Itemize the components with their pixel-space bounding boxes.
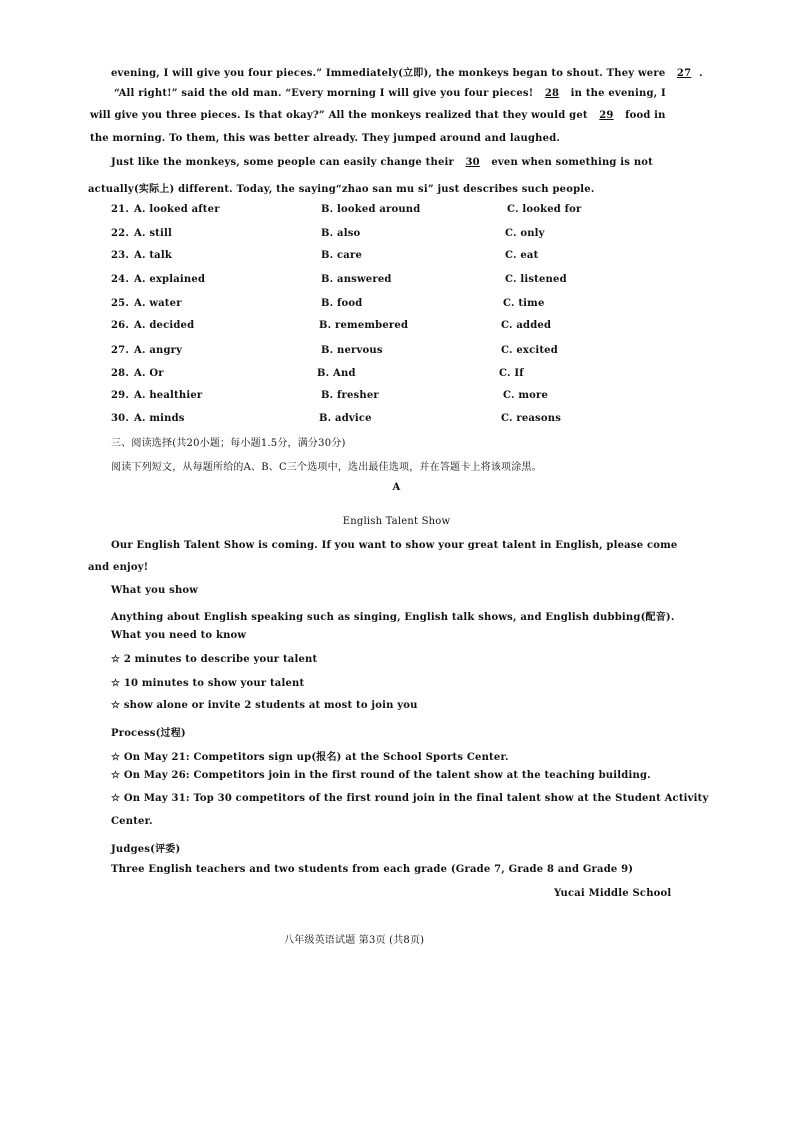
- option-b: B. answered: [321, 274, 392, 285]
- need-item: ☆ 10 minutes to show your talent: [111, 678, 305, 689]
- option-a: A. Or: [134, 368, 164, 379]
- option-a: A. decided: [134, 320, 195, 331]
- passage-text: in the evening, I: [567, 88, 666, 99]
- passage-title: English Talent Show: [342, 516, 451, 527]
- option-a: A. still: [134, 228, 172, 239]
- blank-27: 27: [676, 68, 692, 79]
- option-c: C. looked for: [507, 204, 582, 215]
- option-b: B. food: [321, 298, 363, 309]
- option-b: B. looked around: [321, 204, 421, 215]
- passage-a-intro: Our English Talent Show is coming. If you want to show your great talent in English, please come: [111, 540, 678, 551]
- option-a: A. explained: [134, 274, 206, 285]
- question-number: 24.: [111, 274, 129, 285]
- passage-line-1: [111, 64, 703, 79]
- judges-heading: Judges(评委): [111, 844, 181, 855]
- need-item: ☆ show alone or invite 2 students at most to join you: [111, 700, 418, 711]
- section-heading: 三、阅读选择(共20小题；每小题1.5分，满分30分): [111, 438, 346, 449]
- school-signature: Yucai Middle School: [554, 888, 672, 899]
- question-number: 22.: [111, 228, 129, 239]
- option-c: C. only: [505, 228, 545, 239]
- option-b: B. also: [321, 228, 361, 239]
- option-c: C. more: [503, 390, 549, 401]
- question-number: 29.: [111, 390, 129, 401]
- option-a: A. talk: [134, 250, 172, 261]
- judges-body: Three English teachers and two students from each grade (Grade 7, Grade 8 and Grade 9): [111, 864, 634, 875]
- process-item: ☆ On May 31: Top 30 competitors of the first round join in the final talent show at the Student Activity: [111, 793, 709, 804]
- option-a: A. water: [134, 298, 182, 309]
- process-item: ☆ On May 26: Competitors join in the first round of the talent show at the teaching building.: [111, 770, 651, 781]
- passage-line-4: the morning. To them, this was better already. They jumped around and laughed.: [90, 133, 561, 144]
- passage-line-2: [114, 88, 666, 99]
- passage-text: even when something is not: [487, 157, 653, 168]
- passage-text: .: [699, 68, 703, 79]
- question-number: 26.: [111, 320, 129, 331]
- passage-text: Just like the monkeys, some people can easily change their: [111, 157, 458, 168]
- option-c: C. added: [501, 320, 552, 331]
- process-item-cont: Center.: [111, 816, 153, 827]
- what-show-heading: What you show: [111, 585, 199, 596]
- passage-text: food in: [621, 110, 666, 121]
- option-b: B. advice: [319, 413, 372, 424]
- question-number: 21.: [111, 204, 129, 215]
- page-footer: 八年级英语试题 第3页 (共8页): [284, 935, 425, 946]
- passage-text: will give you three pieces. Is that okay?” All the monkeys realized that they would get: [90, 110, 592, 121]
- option-a: A. angry: [134, 345, 183, 356]
- passage-a-intro-cont: and enjoy!: [88, 562, 149, 573]
- process-heading: Process(过程): [111, 728, 186, 739]
- blank-30: 30: [465, 157, 480, 168]
- question-number: 27.: [111, 345, 129, 356]
- need-item: ☆ 2 minutes to describe your talent: [111, 654, 318, 665]
- blank-29: 29: [599, 110, 614, 121]
- option-b: B. care: [321, 250, 363, 261]
- need-heading: What you need to know: [111, 630, 247, 641]
- question-number: 25.: [111, 298, 129, 309]
- option-c: C. excited: [501, 345, 558, 356]
- option-b: B. remembered: [319, 320, 409, 331]
- passage-line-6: actually(实际上) different. Today, the saying“zhao san mu si” just describes such people.: [88, 184, 595, 195]
- question-number: 28.: [111, 368, 129, 379]
- passage-text: evening, I will give you four pieces.” Immediately(立即), the monkeys began to shout. They were: [111, 68, 670, 79]
- option-b: B. And: [317, 368, 356, 379]
- option-a: A. healthier: [134, 390, 203, 401]
- process-item: ☆ On May 21: Competitors sign up(报名) at the School Sports Center.: [111, 752, 509, 763]
- option-c: C. eat: [505, 250, 539, 261]
- blank-28: 28: [544, 88, 560, 99]
- option-a: A. looked after: [134, 204, 220, 215]
- passage-line-5: [111, 157, 653, 168]
- option-b: B. fresher: [321, 390, 379, 401]
- part-label: A: [392, 482, 401, 493]
- option-a: A. minds: [134, 413, 185, 424]
- what-show-body: Anything about English speaking such as singing, English talk shows, and English dubbing(配音).: [111, 612, 675, 623]
- option-b: B. nervous: [321, 345, 383, 356]
- passage-line-3: [90, 110, 666, 121]
- option-c: C. listened: [505, 274, 567, 285]
- section-instruction: 阅读下列短文，从每题所给的A、B、C三个选项中，选出最佳选项，并在答题卡上将该项涂黑。: [111, 462, 542, 473]
- question-number: 30.: [111, 413, 129, 424]
- option-c: C. reasons: [501, 413, 562, 424]
- option-c: C. If: [499, 368, 524, 379]
- question-number: 23.: [111, 250, 129, 261]
- passage-text: “All right!” said the old man. “Every morning I will give you four pieces!: [114, 88, 537, 99]
- option-c: C. time: [503, 298, 545, 309]
